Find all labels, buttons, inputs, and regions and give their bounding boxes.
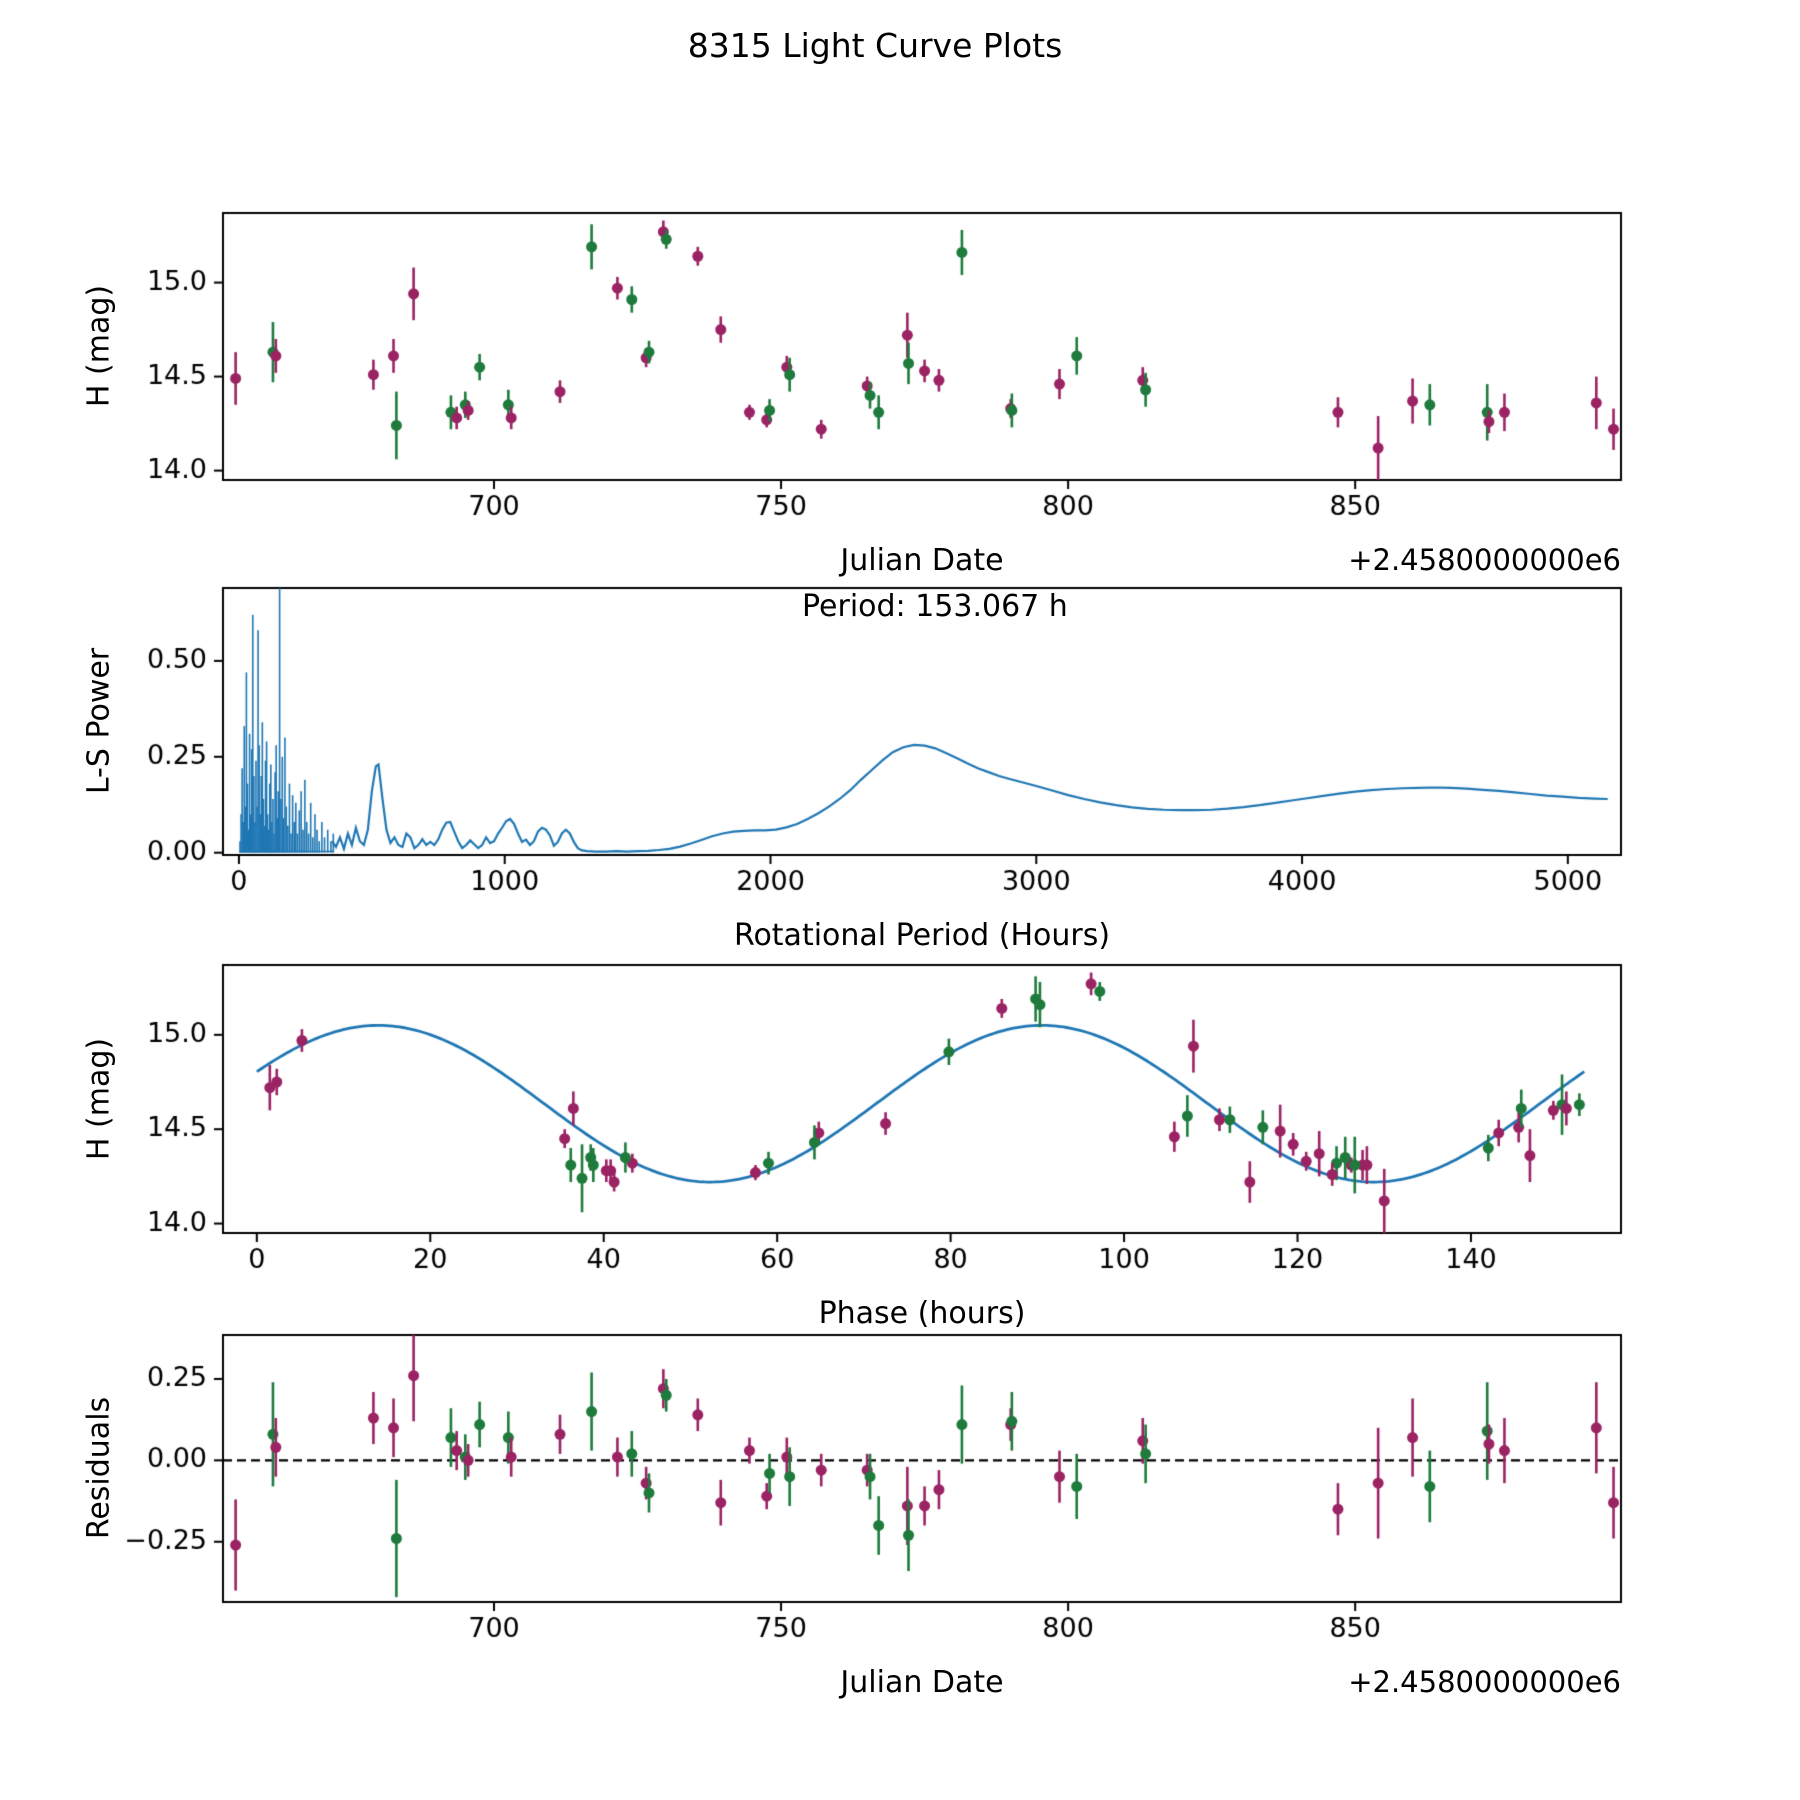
plot4-y-axis-label: Residuals: [81, 1396, 117, 1540]
plot3-y-axis-label: H (mag): [81, 1037, 117, 1161]
plot3-x-axis-label: Phase (hours): [818, 1296, 1026, 1331]
plot1-x-axis-offset: +2.4580000000e6: [1348, 543, 1621, 577]
plot2-x-axis-label: Rotational Period (Hours): [733, 918, 1111, 953]
plot4-x-axis-offset: +2.4580000000e6: [1348, 1665, 1621, 1699]
period-annotation: Period: 153.067 h: [802, 589, 1068, 624]
plot4-x-axis-label: Julian Date: [840, 1665, 1004, 1700]
plot1-y-axis-label: H (mag): [81, 284, 117, 408]
plot1-x-axis-label: Julian Date: [840, 543, 1004, 578]
figure-title: 8315 Light Curve Plots: [687, 26, 1063, 65]
plot2-y-axis-label: L-S Power: [81, 647, 117, 795]
